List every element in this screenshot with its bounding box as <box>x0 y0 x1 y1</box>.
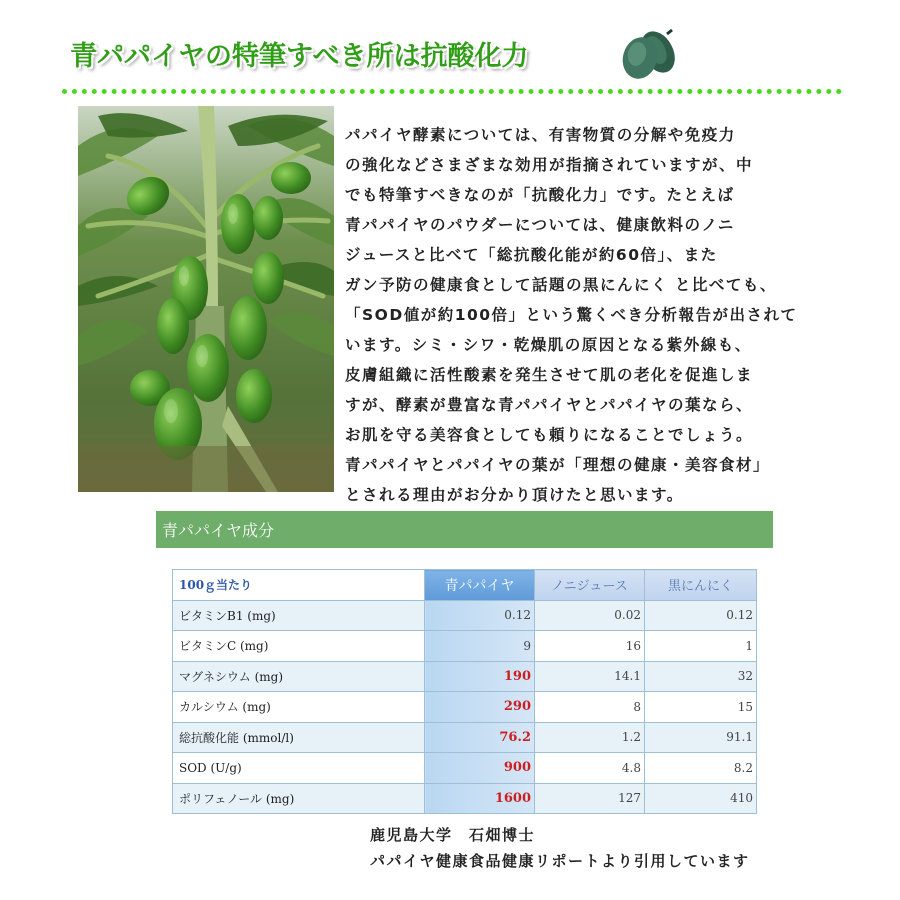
table-row <box>173 631 757 662</box>
table-row <box>173 661 757 692</box>
garlic-value: 8.2 <box>645 753 757 784</box>
table-header-unit: 100ｇ当たり <box>173 570 425 601</box>
garlic-value: 32 <box>645 661 757 692</box>
body-line: 青パパイヤとパパイヤの葉が「理想の健康・美容食材」 <box>345 456 771 474</box>
row-label: ビタミンC (mg) <box>173 631 425 662</box>
row-label: SOD (U/g) <box>173 753 425 784</box>
row-label: カルシウム (mg) <box>173 692 425 723</box>
noni-value: 4.8 <box>535 753 645 784</box>
noni-value: 1.2 <box>535 722 645 753</box>
row-label: ビタミンB1 (mg) <box>173 600 425 631</box>
garlic-value: 15 <box>645 692 757 723</box>
aopapaya-value: 0.12 <box>425 600 535 631</box>
garlic-value: 91.1 <box>645 722 757 753</box>
table-row <box>173 722 757 753</box>
table-header-row <box>173 570 757 601</box>
table-header-aopapaya: 青パパイヤ <box>425 570 535 601</box>
aopapaya-value: 290 <box>425 692 535 723</box>
noni-value: 0.02 <box>535 600 645 631</box>
aopapaya-value: 190 <box>425 661 535 692</box>
aopapaya-value: 76.2 <box>425 722 535 753</box>
table-header-noni: ノニジュース <box>535 570 645 601</box>
body-line: の強化などさまざまな効用が指摘されていますが、中 <box>345 156 754 174</box>
body-line: お肌を守る美容食としても頼りになることでしょう。 <box>345 426 754 444</box>
table-row <box>173 600 757 631</box>
garlic-value: 1 <box>645 631 757 662</box>
garlic-value: 0.12 <box>645 600 757 631</box>
row-label: 総抗酸化能 (mmol/l) <box>173 722 425 753</box>
noni-value: 127 <box>535 783 645 814</box>
body-line: パパイヤ酵素については、有害物質の分解や免疫力 <box>345 126 736 144</box>
body-line: すが、酵素が豊富な青パパイヤとパパイヤの葉なら、 <box>345 396 754 414</box>
body-line: 皮膚組織に活性酸素を発生させて肌の老化を促進しま <box>345 366 754 384</box>
table-row <box>173 783 757 814</box>
table-row <box>173 692 757 723</box>
citation-source: パパイヤ健康食品健康リポートより引用しています <box>370 852 750 870</box>
body-line: 「SOD値が約100倍」という驚くべき分析報告が出されて <box>345 306 798 324</box>
table-row <box>173 753 757 784</box>
row-label: ポリフェノール (mg) <box>173 783 425 814</box>
section-header: 青パパイヤ成分 <box>156 511 773 548</box>
garlic-value: 410 <box>645 783 757 814</box>
green-papaya-icon <box>612 28 684 82</box>
citation-author: 鹿児島大学 石畑博士 <box>370 826 536 844</box>
aopapaya-value: 900 <box>425 753 535 784</box>
body-line: います。シミ・シワ・乾燥肌の原因となる紫外線も、 <box>345 336 752 354</box>
body-line: ガン予防の健康食として話題の黒にんにく と比べても、 <box>345 276 777 294</box>
nutrient-table <box>172 569 757 814</box>
body-line: ジュースと比べて「総抗酸化能が約60倍」、また <box>345 246 718 264</box>
body-line: とされる理由がお分かり頂けたと思います。 <box>345 486 684 504</box>
table-header-garlic: 黒にんにく <box>645 570 757 601</box>
page-title: 青パパイヤの特筆すべき所は抗酸化力 <box>70 41 529 72</box>
body-line: 青パパイヤのパウダーについては、健康飲料のノニ <box>345 216 735 234</box>
dotted-divider <box>62 89 842 94</box>
body-text <box>345 120 845 510</box>
papaya-tree-photo <box>78 106 334 492</box>
noni-value: 14.1 <box>535 661 645 692</box>
noni-value: 8 <box>535 692 645 723</box>
row-label: マグネシウム (mg) <box>173 661 425 692</box>
aopapaya-value: 1600 <box>425 783 535 814</box>
body-line: でも特筆すべきなのが「抗酸化力」です。たとえば <box>345 186 735 204</box>
noni-value: 16 <box>535 631 645 662</box>
citation <box>370 822 750 874</box>
aopapaya-value: 9 <box>425 631 535 662</box>
